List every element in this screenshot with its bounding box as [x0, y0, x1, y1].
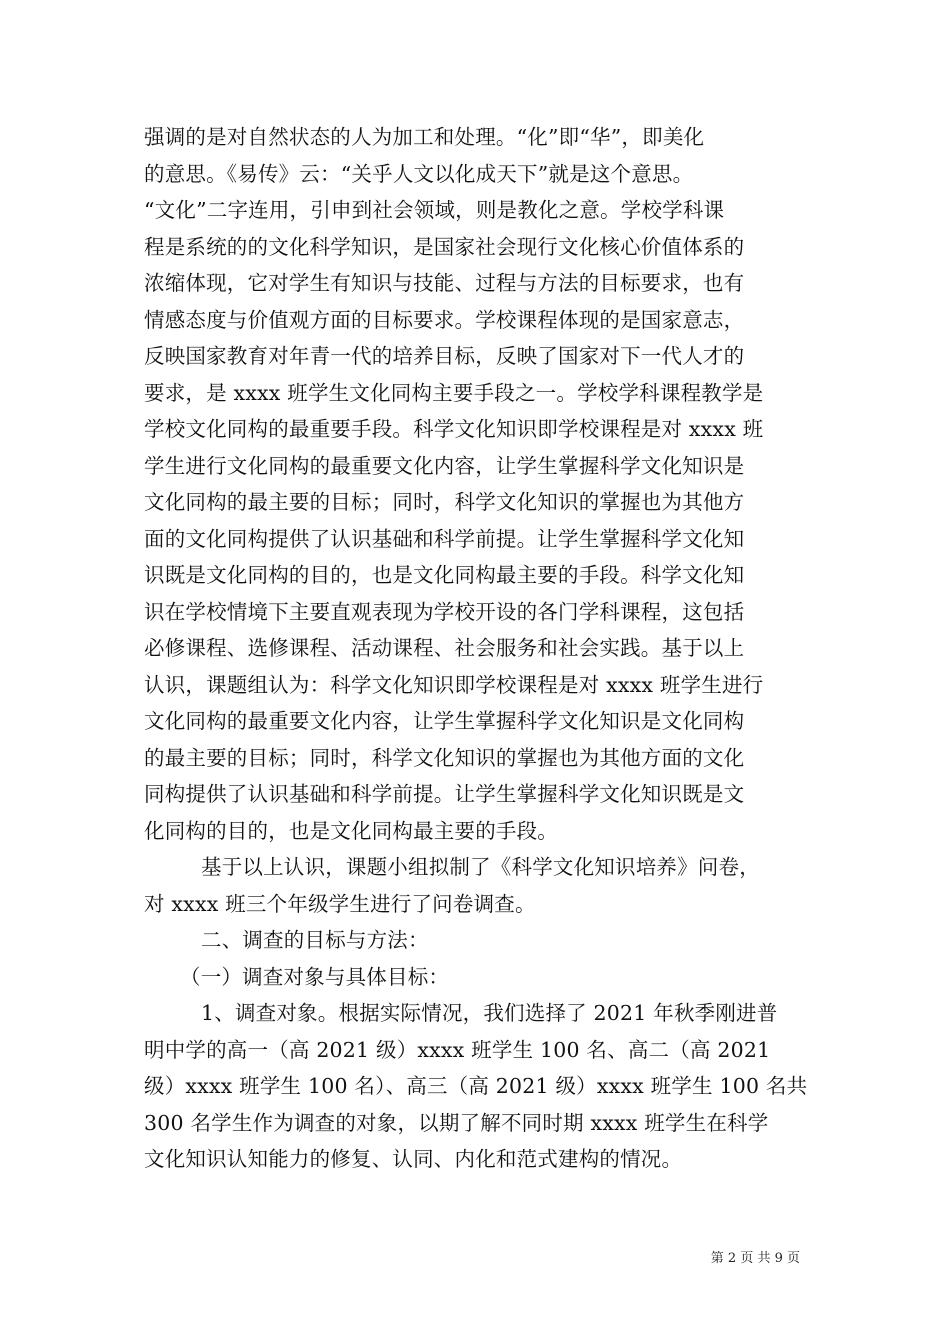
text-line: 要求，是 xxxx 班学生文化同构主要手段之一。学校学科课程教学是 — [144, 380, 764, 405]
text-line: 学生进行文化同构的最重要文化内容，让学生掌握科学文化知识是 — [144, 453, 745, 478]
text-line: 情感态度与价值观方面的目标要求。学校课程体现的是国家意志， — [144, 307, 745, 332]
text-line: 识在学校情境下主要直观表现为学校开设的各门学科课程，这包括 — [144, 599, 745, 624]
text-line: 面的文化同构提供了认识基础和科学前提。让学生掌握科学文化知 — [144, 526, 745, 551]
text-line: 文化同构的最重要文化内容，让学生掌握科学文化知识是文化同构 — [144, 709, 745, 733]
text-line: 300 名学生作为调查的对象，以期了解不同时期 xxxx 班学生在科学 — [144, 1110, 769, 1135]
text-line: 对 xxxx 班三个年级学生进行了问卷调查。 — [144, 891, 536, 916]
section-heading: 二、调查的目标与方法： — [201, 928, 429, 952]
text-line: 浓缩体现，它对学生有知识与技能、过程与方法的目标要求，也有 — [144, 271, 745, 295]
document-body — [144, 119, 808, 1178]
text-line: 1、调查对象。根据实际情况，我们选择了 2021 年秋季刚进普 — [201, 1001, 778, 1025]
text-line: 强调的是对自然状态的人为加工和处理。“化”即“华”，即美化 — [144, 125, 705, 149]
text-line: 程是系统的的文化科学知识，是国家社会现行文化核心价值体系的 — [144, 234, 745, 259]
text-line: 明中学的高一（高 2021 级）xxxx 班学生 100 名、高二（高 2021 — [144, 1037, 771, 1062]
text-line: 文化知识认知能力的修复、认同、内化和范式建构的情况。 — [144, 1147, 683, 1171]
paragraph-2 — [144, 849, 808, 922]
text-line: 基于以上认识，课题小组拟制了《科学文化知识培养》问卷， — [201, 855, 760, 879]
paragraph-3 — [144, 995, 808, 1178]
text-line: 的最主要的目标；同时，科学文化知识的掌握也为其他方面的文化 — [144, 745, 745, 770]
text-line: 同构提供了认识基础和科学前提。让学生掌握科学文化知识既是文 — [144, 782, 745, 806]
paragraph-1 — [144, 119, 808, 849]
page-number-footer: 第 2 页 共 9 页 — [710, 1251, 800, 1266]
text-line: 必修课程、选修课程、活动课程、社会服务和社会实践。基于以上 — [144, 636, 745, 660]
text-line: 反映国家教育对年青一代的培养目标，反映了国家对下一代人才的 — [144, 344, 745, 368]
text-line: 化同构的目的，也是文化同构最主要的手段。 — [144, 818, 558, 843]
text-line: 认识，课题组认为：科学文化知识即学校课程是对 xxxx 班学生进行 — [144, 672, 764, 697]
text-line: 识既是文化同构的目的，也是文化同构最主要的手段。科学文化知 — [144, 563, 745, 587]
text-line: 的意思。《易传》云：“关乎人文以化成天下”就是这个意思。 — [144, 161, 694, 186]
text-line: 级）xxxx 班学生 100 名）、高三（高 2021 级）xxxx 班学生 100 名共 — [144, 1074, 808, 1098]
text-line: 文化同构的最主要的目标；同时，科学文化知识的掌握也为其他方 — [144, 490, 745, 514]
subsection-heading: （一）调查对象与具体目标： — [180, 964, 450, 989]
text-line: “文化”二字连用，引申到社会领域，则是教化之意。学校学科课 — [144, 198, 725, 222]
text-line: 学校文化同构的最重要手段。科学文化知识即学校课程是对 xxxx 班 — [144, 417, 764, 441]
